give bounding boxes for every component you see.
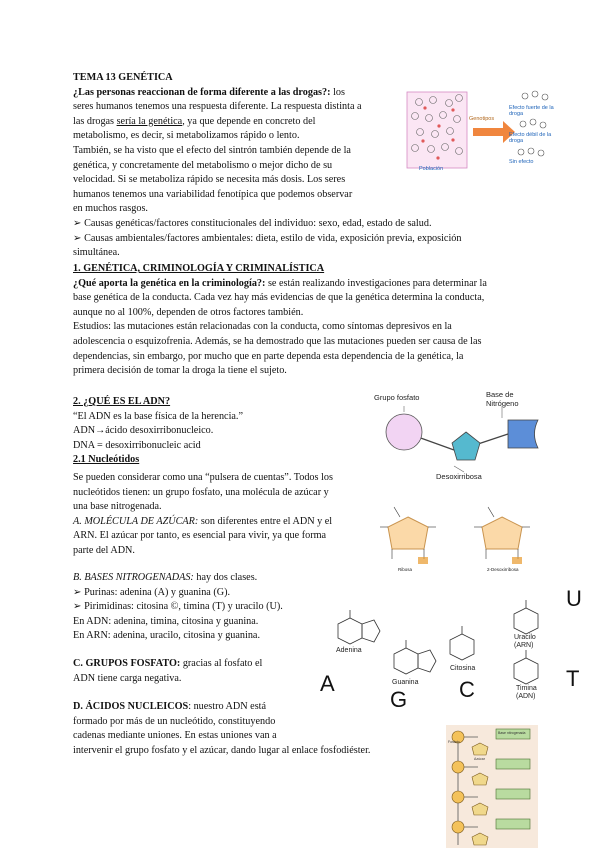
letter-u: U <box>566 586 582 611</box>
intro-line: seres humanos tenemos una respuesta diferente. La respuesta distinta a <box>73 101 362 113</box>
phosphate-line: ADN tiene carga negativa. <box>73 672 182 684</box>
strong-effect-label: Efecto fuerte de la droga <box>509 105 554 117</box>
section-1-line: Estudios: las mutaciones están relacionadas con la conducta, como síntomas depresivos en la <box>73 321 452 333</box>
thymine-sub: (ADN) <box>516 693 536 700</box>
weak-effect-label: Efecto débil de la droga <box>509 132 552 144</box>
nucleic-acids-rest: : nuestro ADN está <box>188 701 267 712</box>
nucleotides-line: Se pueden considerar como una “pulsera de cuentas”. Todos los <box>73 471 333 483</box>
poblacion-label: Población <box>419 166 444 172</box>
nucleotides-heading: 2.1 Nucleótidos <box>73 454 140 466</box>
uracil-ring <box>514 608 538 634</box>
nucleotide-figure <box>368 388 548 488</box>
phosphate-rest: gracias al fosfato el <box>180 658 263 669</box>
chain-sugar-label: Azúcar <box>474 757 485 761</box>
bases-line: ➢ Purinas: adenina (A) y guanina (G). <box>73 586 231 598</box>
sugar-label: A. MOLÉCULA DE AZÚCAR: <box>73 515 199 527</box>
intro-line-underlined: sería la genética <box>116 115 183 127</box>
letter-t: T <box>566 666 580 691</box>
letter-g: G <box>390 687 408 712</box>
section-1-line: dependencias, sin embargo, por mucho que en parte dependa esta dependencia de la genética, la <box>73 350 464 362</box>
uracil-sub: (ARN) <box>514 642 534 649</box>
intro-line-pre: las drogas <box>73 115 117 127</box>
sugars-figure <box>370 495 560 570</box>
section-1-line: aunque no al 100%, dependen de otros factores también. <box>73 306 304 318</box>
section-1-question-bold: ¿Qué aporta la genética en la criminología?: <box>73 277 266 289</box>
nucleic-acids-line: cadenas mediante uniones. En estas uniones van a <box>73 730 277 742</box>
bases-paragraph <box>73 571 373 586</box>
sugar-paragraph <box>73 515 373 530</box>
section-1-question-rest: se están realizando investigaciones para determinar la <box>265 277 487 289</box>
chain-phosphate-label: Fosfato <box>448 740 460 744</box>
deoxyribose-sugar-label: 2-Desoxirribosa <box>487 567 519 572</box>
bases-line: En ADN: adenina, timina, citosina y guanina. <box>73 615 259 627</box>
intro-question-rest: los <box>330 86 345 98</box>
sugar-rest: son diferentes entre el ADN y el <box>198 515 333 527</box>
ribose-oh-highlight <box>418 557 428 564</box>
nucleic-acids-line: formado por más de un nucleótido, constituyendo <box>73 715 276 727</box>
section-2-line: DNA = desoxirribonucleic acid <box>73 439 201 451</box>
intro-question <box>73 86 393 101</box>
cytosine-ring <box>450 634 474 660</box>
section-1-line: base genética de la conducta. Cada vez hay más evidencias de que la genética determina la conducta, <box>73 292 485 304</box>
deoxyribose-label: Desoxirribosa <box>436 472 482 481</box>
sugars-diagram <box>370 495 560 570</box>
effect-faces <box>518 91 548 156</box>
intro-question-bold: ¿Las personas reaccionan de forma diferente a las drogas?: <box>73 86 331 98</box>
bases-rest: hay dos clases. <box>193 572 258 583</box>
bullet-genetic-causes: ➢ Causas genéticas/factores constitucionales del individuo: sexo, edad, estado de salud. <box>73 217 432 229</box>
section-1-line: adolescencia o esquizofrenia. Además, se ha demostrado que las mutaciones pueden ser causa de las <box>73 335 482 347</box>
uracil-label <box>514 634 536 650</box>
intro-line: en muchos rasgos. <box>73 203 148 215</box>
nucleic-acids-label: D. ÁCIDOS NUCLEICOS <box>73 701 189 712</box>
guanine-ring-5 <box>418 650 436 672</box>
phosphate-circle <box>386 414 422 450</box>
bases-line: En ARN: adenina, uracilo, citosina y guanina. <box>73 630 261 642</box>
thymine-label <box>516 685 537 701</box>
adenine-label: Adenina <box>336 647 362 654</box>
section-2-heading: 2. ¿QUÉ ES EL ADN? <box>73 396 171 407</box>
sugar-pentagon <box>452 432 480 460</box>
sugar-line: ARN. El azúcar por tanto, es esencial para vivir, ya que forma <box>73 530 327 542</box>
adenine-ring-6 <box>338 618 362 644</box>
ribose-ring <box>388 517 428 549</box>
nitrogen-bases-figure <box>318 588 588 718</box>
nitrogen-base-label: Base de Nitrógeno <box>486 390 519 408</box>
bullet-environmental-causes: ➢ Causas ambientales/factores ambientales: dieta, estilo de vida, exposición previa, exposición <box>73 232 462 244</box>
intro-line <box>73 115 393 130</box>
bullet-environmental-causes-cont: simultánea. <box>73 247 120 259</box>
intro-line: velocidad. Si se metaboliza rápido se necesita más dosis. Los seres <box>73 174 346 186</box>
drug-response-figure <box>405 88 565 180</box>
thymine-name: Timina <box>516 685 537 692</box>
no-effect-label: Sin efecto <box>509 159 534 165</box>
nucleotides-line: nucleótidos tienen: un grupo fosfato, una molécula de azúcar y <box>73 486 329 498</box>
page-title: TEMA 13 GENÉTICA <box>73 72 173 83</box>
letter-a: A <box>320 671 335 696</box>
genotipos-label: Genotipos <box>469 116 495 122</box>
guanine-label: Guanina <box>392 679 419 686</box>
nucleotides-line: una base nitrogenada. <box>73 501 162 513</box>
bases-label: B. BASES NITROGENADAS: <box>73 572 194 583</box>
phosphate-label: C. GRUPOS FOSFATO: <box>73 658 181 669</box>
nucleic-acids-line: intervenir el grupo fosfato y el azúcar, dando lugar al enlace fosfodiéster. <box>73 744 371 756</box>
deoxyribose-ring <box>482 517 522 549</box>
sugar-line: parte del ADN. <box>73 544 135 556</box>
bases-line: ➢ Pirimidinas: citosina ©, timina (T) y uracilo (U). <box>73 601 283 613</box>
intro-line: También, se ha visto que el efecto del sintrón también depende de la <box>73 144 351 156</box>
uracil-name: Uracilo <box>514 634 536 641</box>
section-1-line: primera decisión de tomar la droga la tiene el sujeto. <box>73 365 287 377</box>
chain-base-label: Base nitrogenada <box>498 731 526 735</box>
section-1-heading: 1. GENÉTICA, CRIMINOLOGÍA Y CRIMINALÍSTICA <box>73 263 325 274</box>
base-shape <box>508 420 538 448</box>
intro-line: humanos tenemos una variabilidad fenotípica que podemos observar <box>73 188 353 200</box>
cytosine-label: Citosina <box>450 665 476 672</box>
section-what-is-dna <box>73 395 373 559</box>
section-2-line: “El ADN es la base física de la herencia.” <box>73 410 243 422</box>
section-2-line: ADN→ácido desoxirribonucleico. <box>73 425 214 437</box>
section-1-question <box>73 277 543 292</box>
intro-line-post: , ya que depende en concreto del <box>182 115 316 127</box>
phosphate-group-label: Grupo fosfato <box>374 393 420 402</box>
ribose-label: Ribosa <box>398 567 413 572</box>
section-genetics-criminology <box>73 262 543 379</box>
guanine-ring-6 <box>394 648 418 674</box>
intro-line: genética, y concretamente del metabolismo o mejor dicho de su <box>73 159 333 171</box>
thymine-ring <box>514 658 538 684</box>
intro-line: metabolismo, es decir, si metabolizamos rápido o lento. <box>73 130 300 142</box>
letter-c: C <box>459 677 475 702</box>
nucleic-acid-chain-figure <box>446 725 538 848</box>
adenine-ring-5 <box>362 620 380 642</box>
